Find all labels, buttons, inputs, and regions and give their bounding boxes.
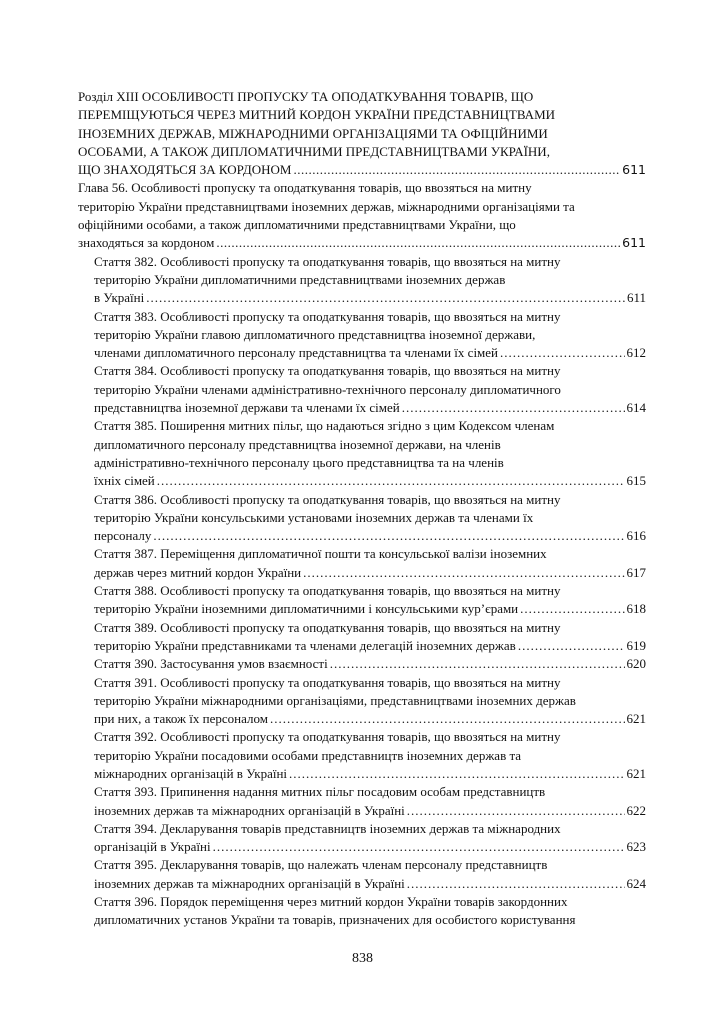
toc-entry-st-384[interactable] [94, 362, 646, 417]
toc-entry-st-395[interactable] [94, 856, 646, 893]
dot-leader [520, 600, 624, 618]
toc-entry-text-line: Стаття 390. Застосування умов взаємності [94, 656, 328, 672]
toc-entry-leader-line [94, 875, 646, 893]
toc-entry-st-393[interactable] [94, 783, 646, 820]
dot-leader [407, 875, 625, 893]
toc-entry-text-line: Стаття 385. Поширення митних пільг, що надаються згідно з цим Кодексом членам [94, 418, 555, 434]
toc-entry-text-line: при них, а також їх персоналом [94, 711, 268, 727]
toc-entry-text-line: організацій в Україні [94, 839, 211, 855]
toc-entry-st-383[interactable] [94, 308, 646, 363]
toc-entry-text-line: Стаття 392. Особливості пропуску та оподаткування товарів, що ввозяться на митну [94, 729, 561, 745]
toc-entry-leader-line [94, 344, 646, 362]
dot-leader [407, 802, 625, 820]
toc-page-number: 624 [626, 875, 646, 891]
toc-entry-text-line: територію України представниками та членами делегацій іноземних держав [94, 637, 516, 653]
toc-entry-text-line: ПЕРЕМІЩУЮТЬСЯ ЧЕРЕЗ МИТНИЙ КОРДОН УКРАЇНИ ПРЕДСТАВНИЦТВАМИ [78, 107, 556, 123]
toc-page-number: 623 [626, 839, 646, 855]
dot-leader [402, 399, 625, 417]
toc-entry-text-line: територію України главою дипломатичного представництва іноземної держави, [94, 326, 536, 342]
toc-page-number: 617 [626, 564, 646, 580]
toc-entry-text-line: територію України членами адміністративно-технічного персоналу дипломатичного [94, 381, 561, 397]
toc-page-number: 612 [626, 345, 646, 361]
toc-entry-hlava-56[interactable] [78, 179, 646, 252]
toc-entry-text-line: персоналу [94, 528, 152, 544]
toc-entry-text-line: їхніх сімей [94, 473, 155, 489]
toc-entry-text-line: дипломатичного персоналу представництва іноземної держави, на членів [94, 436, 501, 452]
toc-entry-text-line: адміністративно-технічного персоналу цього представництва та на членів [94, 454, 504, 470]
toc-entry-st-388[interactable] [94, 582, 646, 619]
dot-leader [518, 637, 625, 655]
toc-entry-text-line: знаходяться за кордоном [78, 235, 215, 251]
toc-entry-text-line: Стаття 391. Особливості пропуску та оподаткування товарів, що ввозяться на митну [94, 674, 561, 690]
toc-entry-text-line: ЩО ЗНАХОДЯТЬСЯ ЗА КОРДОНОМ [78, 162, 292, 178]
dot-leader [157, 472, 625, 490]
toc-entry-leader-line [94, 802, 646, 820]
toc-entry-text-line: Стаття 383. Особливості пропуску та оподаткування товарів, що ввозяться на митну [94, 308, 561, 324]
toc-entry-text-line: ІНОЗЕМНИХ ДЕРЖАВ, МІЖНАРОДНИМИ ОРГАНІЗАЦІЯМИ ТА ОФІЦІЙНИМИ [78, 125, 548, 141]
toc-entry-text-line: іноземних держав та міжнародних організацій в Україні [94, 802, 405, 818]
toc-page-number: 615 [626, 473, 646, 489]
toc-entry-leader-line [94, 399, 646, 417]
toc-entry-st-382[interactable] [94, 253, 646, 308]
toc-page-number: 614 [626, 400, 646, 416]
toc-entry-text-line: територію України консульськими установами іноземних держав та членами їх [94, 509, 534, 525]
dot-leader [270, 710, 625, 728]
dot-leader [153, 527, 624, 545]
toc-entry-text-line: Стаття 382. Особливості пропуску та оподаткування товарів, що ввозяться на митну [94, 253, 561, 269]
dot-leader [500, 344, 624, 362]
toc-entry-text-line: Розділ XIII ОСОБЛИВОСТІ ПРОПУСКУ ТА ОПОДАТКУВАННЯ ТОВАРІВ, ЩО [78, 89, 534, 104]
dot-leader [330, 655, 625, 673]
toc-entry-text-line: Стаття 388. Особливості пропуску та оподаткування товарів, що ввозяться на митну [94, 583, 561, 599]
toc-entry-leader-line [94, 765, 646, 783]
toc-entry-text-line: офіційними особами, а також дипломатичними представництвами України, що [78, 217, 516, 233]
page-number: 838 [352, 951, 373, 966]
toc-page-number: 611 [626, 290, 646, 306]
toc-page-number: 620 [626, 656, 646, 672]
toc-entry-leader-line [94, 838, 646, 856]
toc-entry-st-391[interactable] [94, 674, 646, 729]
toc-entry-st-392[interactable] [94, 728, 646, 783]
toc-entry-text-line: територію України іноземними дипломатичними і консульськими кур’єрами [94, 601, 519, 617]
toc-entry-st-387[interactable] [94, 545, 646, 582]
toc-entry-text-line: територію України міжнародними організаціями, представництвами іноземних держав [94, 692, 576, 708]
dot-leader [289, 765, 624, 783]
toc-entry-st-386[interactable] [94, 491, 646, 546]
toc-page-number: 616 [626, 528, 646, 544]
toc-entry-text-line: Стаття 387. Переміщення дипломатичної пошти та консульської валізи іноземних [94, 546, 547, 562]
toc-entry-leader-line [94, 655, 646, 673]
dot-leader [213, 838, 625, 856]
toc-entry-text-line: представництва іноземної держави та членами їх сімей [94, 400, 400, 416]
toc-entry-leader-line [94, 637, 646, 655]
toc-entry-text-line: ОСОБАМИ, А ТАКОЖ ДИПЛОМАТИЧНИМИ ПРЕДСТАВНИЦТВАМИ УКРАЇНИ, [78, 143, 550, 159]
toc-page-number: 618 [626, 601, 646, 617]
toc-entry-text-line: територію України дипломатичними представництвами іноземних держав [94, 271, 506, 287]
dot-leader [146, 289, 625, 307]
dot-leader [293, 161, 620, 179]
toc-entry-text-line: Стаття 393. Припинення надання митних пільг посадовим особам представництв [94, 784, 546, 800]
toc-entry-text-line: територію України представництвами іноземних держав, міжнародними організаціями та [78, 198, 575, 214]
toc-entry-leader-line [94, 289, 646, 307]
toc-entry-leader-line [78, 161, 646, 179]
toc-entry-text-line: Стаття 396. Порядок переміщення через митний кордон України товарів закордонних [94, 894, 568, 910]
toc-entry-text-line: Стаття 394. Декларування товарів представництв іноземних держав та міжнародних [94, 820, 561, 836]
toc-entry-leader-line [94, 564, 646, 582]
toc-entry-leader-line [94, 600, 646, 618]
toc-page-number: 621 [626, 765, 646, 781]
toc-entry-leader-line [94, 710, 646, 728]
toc-page-number: 611 [622, 235, 646, 251]
toc-page-number: 619 [626, 637, 646, 653]
toc-entry-text-line: Стаття 389. Особливості пропуску та оподаткування товарів, що ввозяться на митну [94, 619, 561, 635]
toc-entry-text-line: міжнародних організацій в Україні [94, 765, 288, 781]
dot-leader [216, 234, 620, 252]
toc-entry-text-line: членами дипломатичного персоналу представництва та членами їх сімей [94, 345, 499, 361]
toc-entry-st-390[interactable] [94, 655, 646, 673]
toc-entry-st-396[interactable] [94, 893, 646, 930]
toc-entry-text-line: дипломатичних установ України та товарів, призначених для особистого користування [94, 912, 576, 928]
toc-page-number: 622 [626, 802, 646, 818]
toc-entry-razdil-13[interactable] [78, 88, 646, 179]
toc-entry-text-line: іноземних держав та міжнародних організацій в Україні [94, 875, 405, 891]
toc-entry-text-line: Стаття 395. Декларування товарів, що належать членам персоналу представництв [94, 857, 548, 873]
toc-entry-text-line: держав через митний кордон України [94, 564, 302, 580]
toc-entry-leader-line [94, 472, 646, 490]
toc-entry-st-385[interactable] [94, 417, 646, 490]
toc-page-number: 621 [626, 711, 646, 727]
table-of-contents [78, 88, 646, 930]
toc-entry-leader-line [94, 527, 646, 545]
toc-entry-text-line: Стаття 386. Особливості пропуску та оподаткування товарів, що ввозяться на митну [94, 491, 561, 507]
toc-entry-text-line: в Україні [94, 290, 145, 306]
dot-leader [303, 564, 624, 582]
toc-entry-text-line: Глава 56. Особливості пропуску та оподаткування товарів, що ввозяться на митну [78, 180, 532, 196]
toc-entry-text-line: Стаття 384. Особливості пропуску та оподаткування товарів, що ввозяться на митну [94, 363, 561, 379]
toc-entry-st-394[interactable] [94, 820, 646, 857]
toc-page-number: 611 [622, 162, 646, 178]
toc-entry-st-389[interactable] [94, 619, 646, 656]
toc-entry-leader-line [78, 234, 646, 252]
toc-entry-text-line: територію України посадовими особами представництв іноземних держав та [94, 747, 522, 763]
